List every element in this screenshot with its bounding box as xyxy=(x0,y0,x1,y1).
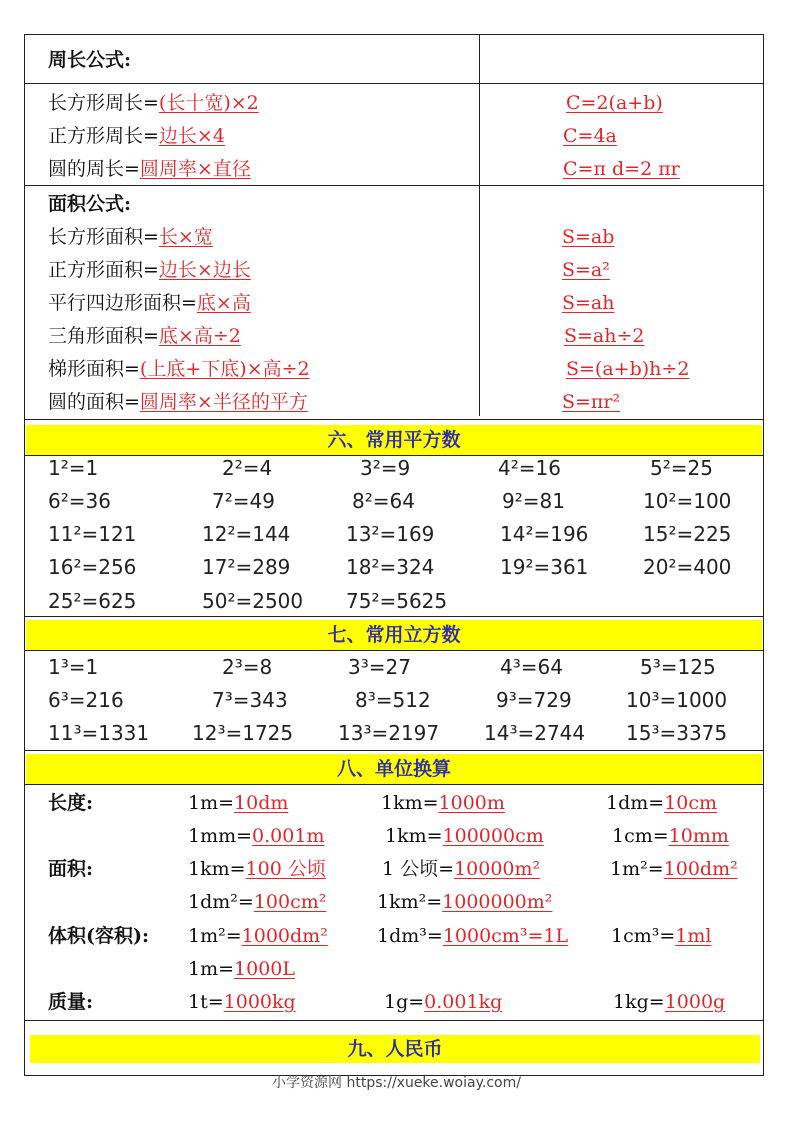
divider-rmb-top xyxy=(25,1020,763,1021)
mass-label: 质量: xyxy=(48,991,94,1013)
area-value: 圆周率×半径的平方 xyxy=(139,391,308,413)
unit-from: 1cm³= xyxy=(611,925,676,947)
divider-units-bottom xyxy=(25,784,763,785)
cubes-cell: 8³=512 xyxy=(355,688,431,712)
unit-conversion xyxy=(611,924,711,948)
perimeter-value: 圆周率×直径 xyxy=(139,158,251,180)
unit-from: 1dm²= xyxy=(188,891,254,913)
unit-conversion xyxy=(610,857,738,881)
unit-conversion xyxy=(384,990,502,1014)
unit-conversion xyxy=(382,857,540,881)
unit-conversion xyxy=(377,890,552,914)
unit-from: 1km= xyxy=(188,858,246,880)
unit-from: 1g= xyxy=(384,991,425,1013)
squares-cell: 15²=225 xyxy=(643,522,732,546)
unit-from: 1km= xyxy=(385,825,443,847)
unit-conversion xyxy=(188,857,326,881)
unit-conversion xyxy=(188,824,324,848)
unit-conversion xyxy=(377,924,568,948)
cubes-cell: 9³=729 xyxy=(496,688,572,712)
area-value: 边长×边长 xyxy=(158,259,251,281)
unit-conversion xyxy=(385,824,544,848)
squares-cell: 18²=324 xyxy=(346,555,435,579)
divider-units-top xyxy=(25,750,763,751)
perimeter-value: (长十宽)×2 xyxy=(158,92,259,114)
volume-label: 体积(容积): xyxy=(48,925,149,947)
unit-to: 0.001m xyxy=(252,825,325,847)
unit-conversion xyxy=(188,791,288,815)
perimeter-label: 圆的周长= xyxy=(48,158,140,180)
perimeter-row-rect xyxy=(48,91,259,115)
unit-to: 1000m xyxy=(438,792,505,814)
squares-cell: 2²=4 xyxy=(222,456,273,480)
cubes-cell: 6³=216 xyxy=(48,688,124,712)
unit-to: 1000000m² xyxy=(442,891,553,913)
squares-cell: 9²=81 xyxy=(502,489,565,513)
divider-cubes-bottom xyxy=(25,650,763,651)
area-title: 面积公式: xyxy=(48,193,132,215)
squares-cell: 5²=25 xyxy=(650,456,713,480)
cubes-cell: 11³=1331 xyxy=(48,721,150,745)
cubes-cell: 10³=1000 xyxy=(626,688,728,712)
cubes-cell: 7³=343 xyxy=(212,688,288,712)
unit-conversion xyxy=(613,990,725,1014)
cubes-cell: 2³=8 xyxy=(222,655,273,679)
unit-from: 1m²= xyxy=(188,925,242,947)
perimeter-row-square xyxy=(48,124,225,148)
area-unit-label: 面积: xyxy=(48,858,94,880)
cubes-cell: 5³=125 xyxy=(640,655,716,679)
unit-from: 1m= xyxy=(188,958,235,980)
unit-from: 1m²= xyxy=(610,858,664,880)
area-value: 底×高÷2 xyxy=(158,325,241,347)
unit-to: 10mm xyxy=(668,825,729,847)
unit-to: 1000kg xyxy=(223,991,296,1013)
cubes-cell: 15³=3375 xyxy=(626,721,728,745)
area-label: 三角形面积= xyxy=(48,325,159,347)
unit-to: 0.001kg xyxy=(424,991,503,1013)
unit-from: 1kg= xyxy=(613,991,665,1013)
unit-from: 1km²= xyxy=(377,891,443,913)
squares-title: 六、常用平方数 xyxy=(26,425,762,455)
area-label: 梯形面积= xyxy=(48,358,140,380)
perimeter-formula: C=2(a+b) xyxy=(566,92,663,114)
squares-cell: 3²=9 xyxy=(360,456,411,480)
squares-cell: 20²=400 xyxy=(643,555,732,579)
unit-to: 100 公顷 xyxy=(245,858,326,880)
area-formula: S=ah xyxy=(562,292,615,314)
cubes-cell: 12³=1725 xyxy=(192,721,294,745)
unit-conversion xyxy=(188,957,295,981)
squares-cell: 13²=169 xyxy=(346,522,435,546)
unit-to: 1000L xyxy=(234,958,296,980)
squares-cell: 10²=100 xyxy=(643,489,732,513)
area-formula: S=πr² xyxy=(562,391,621,413)
area-formula: S=ah÷2 xyxy=(564,325,645,347)
area-label: 长方形面积= xyxy=(48,226,159,248)
unit-to: 100dm² xyxy=(663,858,738,880)
unit-to: 1000cm³=1L xyxy=(442,925,569,947)
divider-area-section xyxy=(25,185,763,186)
squares-cell: 4²=16 xyxy=(498,456,561,480)
cubes-cell: 4³=64 xyxy=(500,655,563,679)
area-row xyxy=(48,225,213,249)
unit-conversion xyxy=(381,791,505,815)
area-label: 正方形面积= xyxy=(48,259,159,281)
perimeter-label: 正方形周长= xyxy=(48,125,159,147)
unit-to: 1000g xyxy=(664,991,726,1013)
squares-cell: 11²=121 xyxy=(48,522,137,546)
squares-cell: 8²=64 xyxy=(352,489,415,513)
unit-conversion xyxy=(188,890,326,914)
units-title: 八、单位换算 xyxy=(26,754,762,784)
unit-from: 1t= xyxy=(188,991,224,1013)
area-value: 底×高 xyxy=(196,292,251,314)
cubes-cell: 3³=27 xyxy=(348,655,411,679)
squares-cell: 75²=5625 xyxy=(346,589,448,613)
cubes-cell: 13³=2197 xyxy=(338,721,440,745)
squares-cell: 6²=36 xyxy=(48,489,111,513)
perimeter-title: 周长公式: xyxy=(48,49,132,71)
unit-to: 10000m² xyxy=(454,858,541,880)
cubes-cell: 14³=2744 xyxy=(484,721,586,745)
unit-from: 1mm= xyxy=(188,825,253,847)
unit-conversion xyxy=(612,824,729,848)
cubes-title: 七、常用立方数 xyxy=(26,620,762,650)
squares-cell: 50²=2500 xyxy=(202,589,304,613)
unit-from: 1km= xyxy=(381,792,439,814)
area-value: 长×宽 xyxy=(158,226,213,248)
area-formula: S=(a+b)h÷2 xyxy=(566,358,690,380)
divider-squares-top xyxy=(25,419,763,420)
footer-watermark: 小学资源网 https://xueke.woiay.com/ xyxy=(272,1075,521,1091)
squares-cell: 12²=144 xyxy=(202,522,291,546)
area-row xyxy=(48,258,251,282)
squares-cell: 17²=289 xyxy=(202,555,291,579)
unit-conversion xyxy=(188,924,328,948)
unit-to: 1000dm² xyxy=(241,925,328,947)
area-row xyxy=(48,291,251,315)
divider-perimeter-title xyxy=(25,83,763,84)
cubes-cell: 1³=1 xyxy=(48,655,99,679)
perimeter-value: 边长×4 xyxy=(158,125,225,147)
unit-to: 10cm xyxy=(664,792,718,814)
squares-cell: 16²=256 xyxy=(48,555,137,579)
perimeter-row-circle xyxy=(48,157,251,181)
unit-from: 1dm³= xyxy=(377,925,443,947)
perimeter-formula: C=π d=2 πr xyxy=(563,158,680,180)
unit-to: 100000cm xyxy=(442,825,544,847)
unit-from: 1 公顷= xyxy=(382,858,455,880)
unit-from: 1cm= xyxy=(612,825,669,847)
squares-cell: 25²=625 xyxy=(48,589,137,613)
unit-conversion xyxy=(188,990,296,1014)
divider-cubes-top xyxy=(25,616,763,617)
area-label: 圆的面积= xyxy=(48,391,140,413)
rmb-title: 九、人民币 xyxy=(30,1035,760,1063)
unit-to: 10dm xyxy=(234,792,289,814)
area-row xyxy=(48,357,310,381)
area-row xyxy=(48,390,308,414)
squares-cell: 14²=196 xyxy=(500,522,589,546)
squares-cell: 7²=49 xyxy=(212,489,275,513)
area-formula: S=ab xyxy=(562,226,615,248)
area-label: 平行四边形面积= xyxy=(48,292,197,314)
squares-cell: 19²=361 xyxy=(500,555,589,579)
squares-cell: 1²=1 xyxy=(48,456,99,480)
unit-from: 1dm= xyxy=(606,792,665,814)
area-value: (上底+下底)×高÷2 xyxy=(139,358,310,380)
length-label: 长度: xyxy=(48,792,94,814)
area-formula: S=a² xyxy=(562,259,610,281)
area-row xyxy=(48,324,241,348)
unit-to: 100cm² xyxy=(253,891,327,913)
unit-conversion xyxy=(606,791,717,815)
perimeter-formula: C=4a xyxy=(563,125,617,147)
unit-to: 1ml xyxy=(675,925,712,947)
unit-from: 1m= xyxy=(188,792,235,814)
formula-column-divider xyxy=(479,35,480,416)
perimeter-label: 长方形周长= xyxy=(48,92,159,114)
